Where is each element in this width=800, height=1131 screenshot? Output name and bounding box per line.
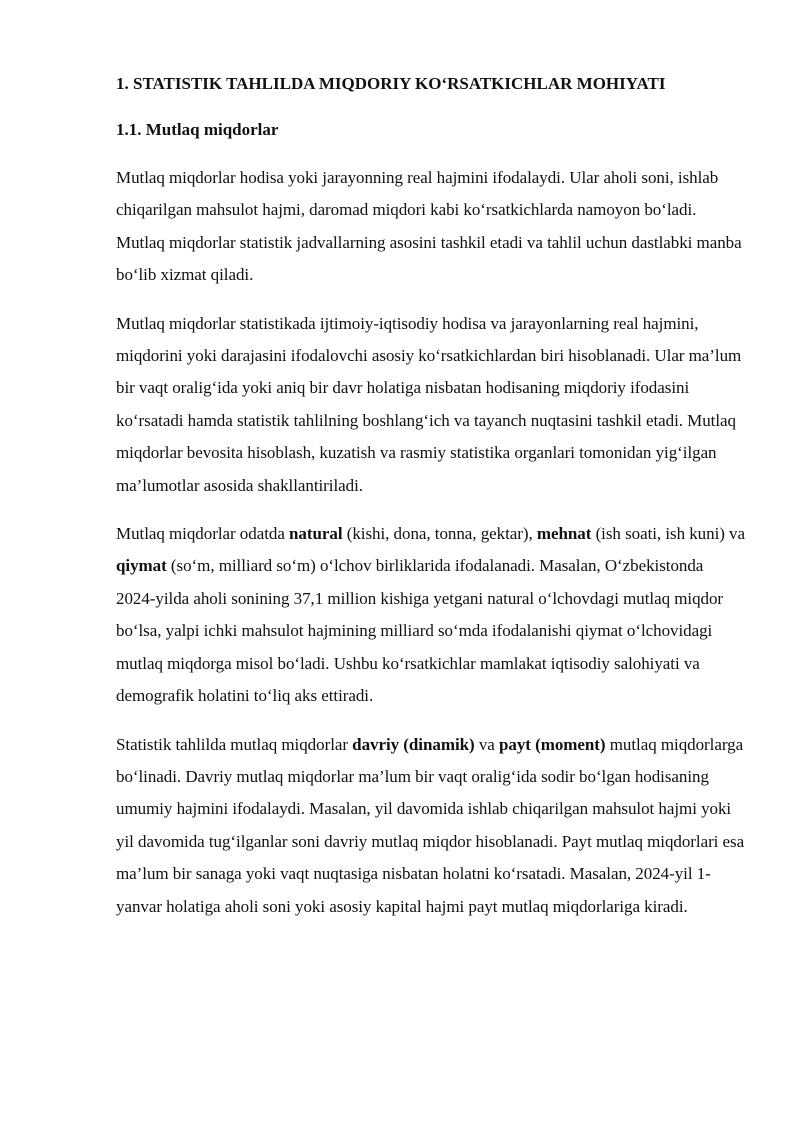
section-heading: 1. STATISTIK TAHLILDA MIQDORIY KO‘RSATKICHLAR MOHIYATI	[116, 74, 666, 93]
paragraph-3	[116, 518, 746, 712]
paragraph-3-text-2: (kishi, dona, tonna, gektar),	[342, 524, 537, 544]
paragraph-2: Mutlaq miqdorlar statistikada ijtimoiy-iqtisodiy hodisa va jarayonlarning real hajmini, miqdorini yoki darajasini ifodalovchi asosiy ko‘rsatkichlardan biri hisoblanadi. Ular ma’lum bir vaqt oralig‘ida yoki aniq bir davr holatiga nisbatan hodisaning miqdoriy ifodasini ko‘rsatadi hamda statistik tahlilning boshlang‘ich va tayanch nuqtasini tashkil etadi. Mutlaq miqdorlar bevosita hisoblash, kuzatish va rasmiy statistika organlari tomonidan yig‘ilgan ma’lumotlar asosida shakllantiriladi.	[116, 313, 742, 495]
paragraph-1: Mutlaq miqdorlar hodisa yoki jarayonning real hajmini ifodalaydi. Ular aholi soni, ishlab chiqarilgan mahsulot hajmi, daromad miqdori kabi ko‘rsatkichlarda namoyon bo‘ladi. Mutlaq miqdorlar statistik jadvallarning asosini tashkil etadi va tahlil uchun dastlabki manba bo‘lib xizmat qiladi.	[116, 168, 742, 285]
term-davriy: davriy (dinamik)	[352, 734, 475, 754]
paragraph-4-text-1: Statistik tahlilda mutlaq miqdorlar	[116, 734, 353, 754]
term-natural: natural	[289, 524, 343, 544]
paragraph-4-text-3: mutlaq miqdorlarga bo‘linadi. Davriy mutlaq miqdorlar ma’lum bir vaqt oralig‘ida sodir bo‘lgan hodisaning umumiy hajmini ifodalaydi. Masalan, yil davomida ishlab chiqarilgan mahsulot hajmi yoki yil davomida tug‘ilganlar soni davriy mutlaq miqdor hisoblanadi. Payt mutlaq miqdorlari esa ma’lum bir sanaga yoki vaqt nuqtasiga nisbatan holatni ko‘rsatadi. Masalan, 2024-yil 1-yanvar holatiga aholi soni yoki asosiy kapital hajmi payt mutlaq miqdorlariga kiradi.	[116, 734, 745, 916]
document-page	[116, 72, 746, 923]
subsection-heading: 1.1. Mutlaq miqdorlar	[116, 120, 279, 139]
paragraph-3-text-1: Mutlaq miqdorlar odatda	[116, 524, 290, 544]
term-payt: payt (moment)	[499, 734, 606, 754]
paragraph-4	[116, 729, 746, 923]
paragraph-3-text-3: (ish soati, ish kuni) va	[591, 524, 746, 544]
term-mehnat: mehnat	[536, 524, 592, 544]
term-qiymat: qiymat	[116, 556, 167, 576]
paragraph-4-text-2: va	[474, 734, 499, 754]
paragraph-3-text-4: (so‘m, milliard so‘m) o‘lchov birliklarida ifodalanadi. Masalan, O‘zbekistonda 2024-yilda aholi sonining 37,1 million kishiga yetgani natural o‘lchovdagi mutlaq miqdor bo‘lsa, yalpi ichki mahsulot hajmining milliard so‘mda ifodalanishi qiymat o‘lchovidagi mutlaq miqdorga misol bo‘ladi. Ushbu ko‘rsatkichlar mamlakat iqtisodiy salohiyati va demografik holatini to‘liq aks ettiradi.	[116, 556, 724, 706]
